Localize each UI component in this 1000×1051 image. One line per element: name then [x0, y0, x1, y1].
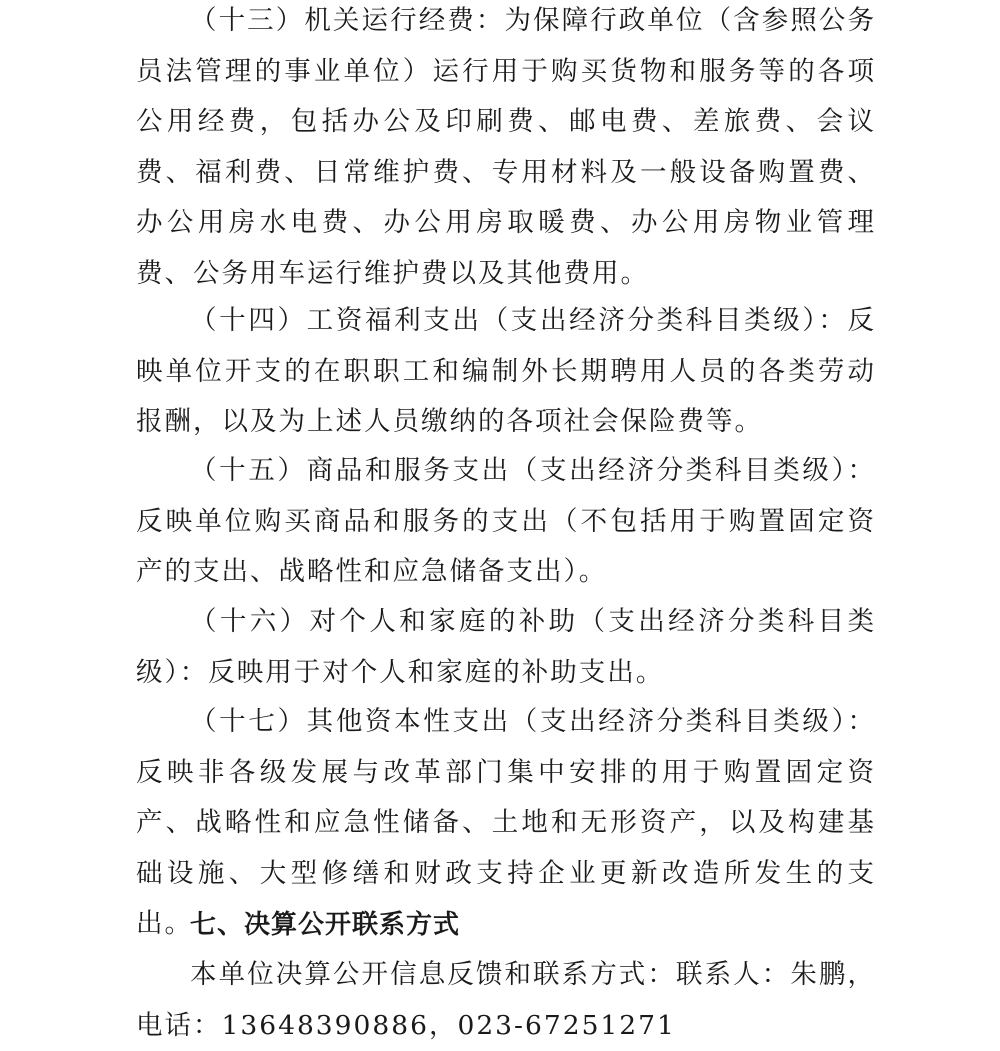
paragraph-15: （十五）商品和服务支出（支出经济分类科目类级）：反映单位购买商品和服务的支出（不包括用于购置固定资产的支出、战略性和应急储备支出）。 [136, 455, 876, 587]
paragraph-13: （十三）机关运行经费：为保障行政单位（含参照公务员法管理的事业单位）运行用于购买货物和服务等的各项公用经费，包括办公及印刷费、邮电费、差旅费、会议费、福利费、日常维护费、专用材料及一般设备购置费、办公用房水电费、办公用房取暖费、办公用房物业管理费、公务用车运行维护费以及其他费用。 [136, 5, 876, 289]
section-7-heading: 七、决算公开联系方式 [190, 910, 461, 940]
section-7-contact-paragraph: 本单位决算公开信息反馈和联系方式：联系人：朱鹏，电话：13648390886，023-67251271 [136, 959, 876, 1041]
paragraph-14: （十四）工资福利支出（支出经济分类科目类级）：反映单位开支的在职职工和编制外长期聘用人员的各类劳动报酬，以及为上述人员缴纳的各项社会保险费等。 [136, 305, 876, 437]
paragraph-16: （十六）对个人和家庭的补助（支出经济分类科目类级）：反映用于对个人和家庭的补助支出。 [136, 606, 876, 688]
paragraph-17: （十七）其他资本性支出（支出经济分类科目类级）：反映非各级发展与改革部门集中安排的用于购置固定资产、战略性和应急性储备、土地和无形资产，以及构建基础设施、大型修缮和财政支持企业更新改造所发生的支出。 [136, 706, 876, 939]
